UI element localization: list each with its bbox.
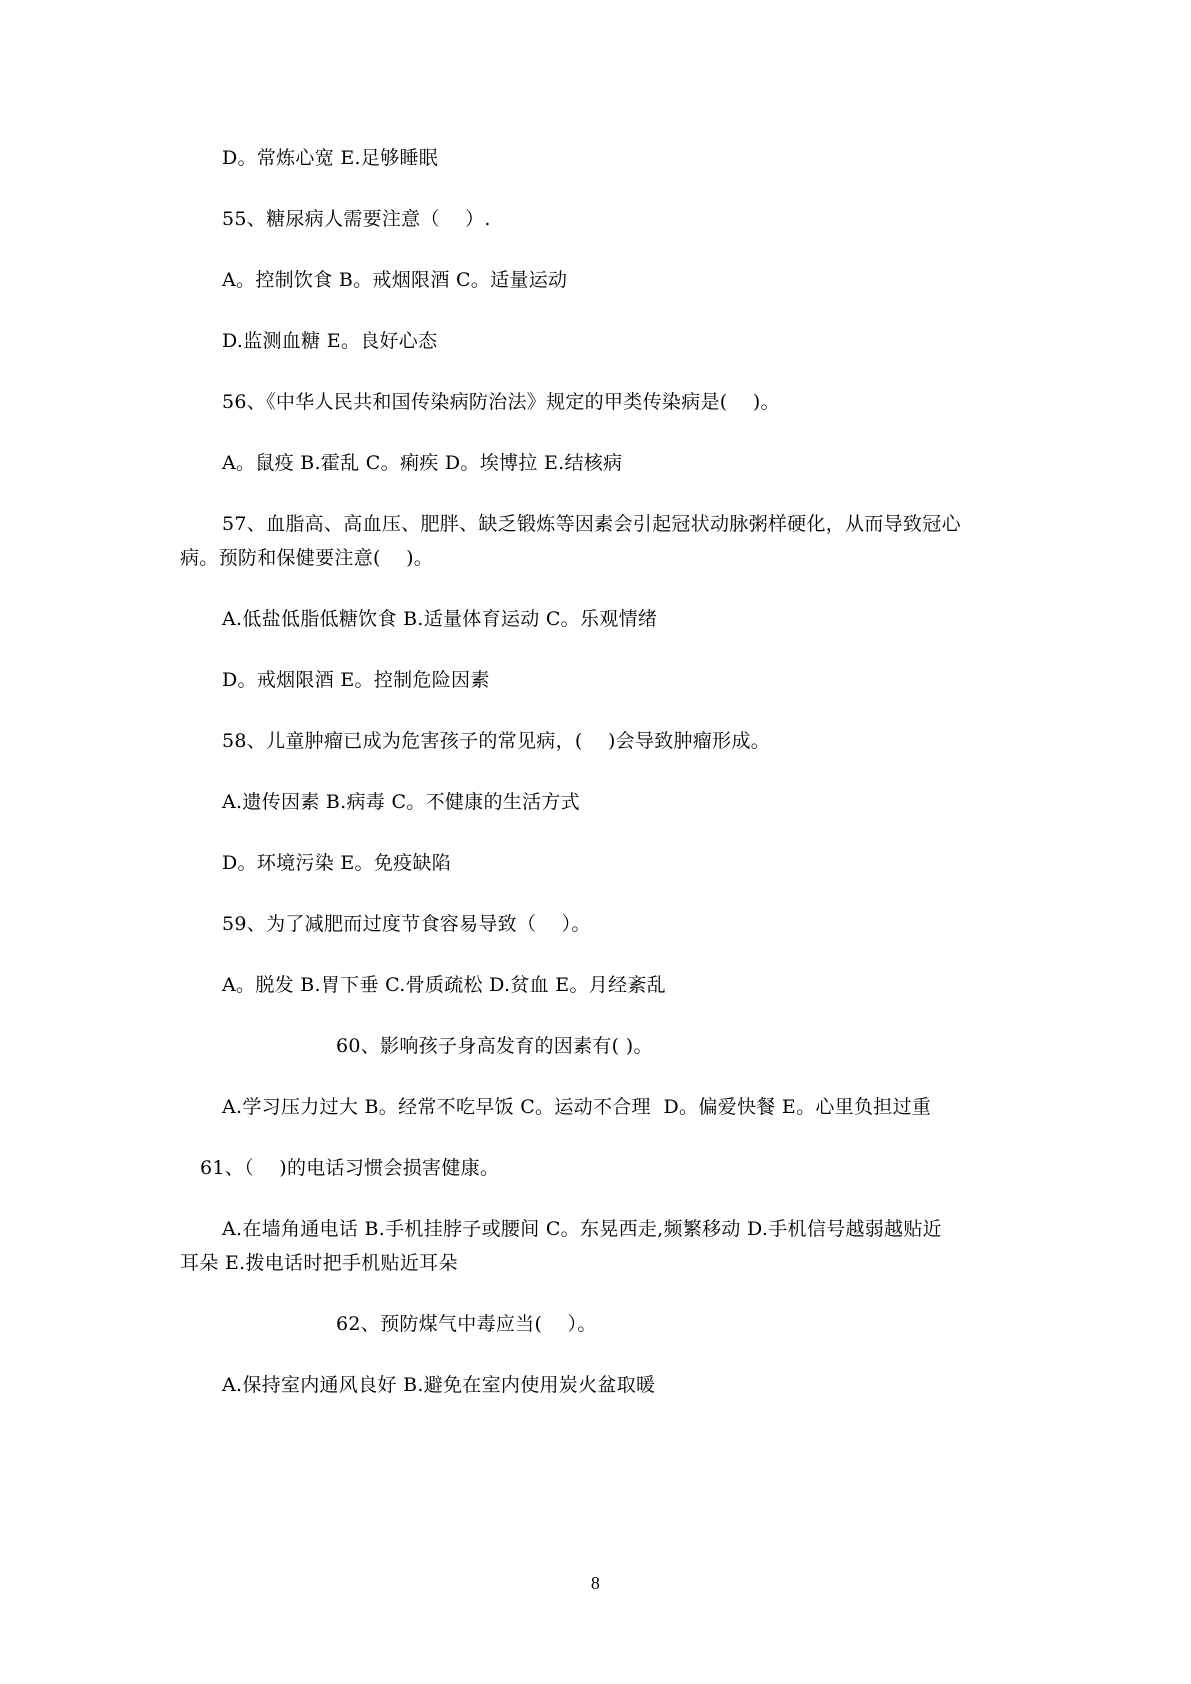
question-57-part2: 病。预防和保健要注意( )。 <box>180 547 434 569</box>
question-58: 58、儿童肿瘤已成为危害孩子的常见病，( )会导致肿瘤形成。 <box>222 730 771 752</box>
option-line-q58-de: D。环境污染 E。免疫缺陷 <box>222 852 452 874</box>
option-line-q59: A。脱发 B.胃下垂 C.骨质疏松 D.贫血 E。月经紊乱 <box>222 974 666 996</box>
question-56: 56、《中华人民共和国传染病防治法》规定的甲类传染病是( )。 <box>222 391 780 413</box>
option-line-q54-de: D。常炼心宽 E.足够睡眠 <box>222 147 439 169</box>
question-60: 60、影响孩子身高发育的因素有( )。 <box>336 1035 653 1057</box>
question-62: 62、预防煤气中毒应当( ）。 <box>336 1313 597 1335</box>
option-line-q56: A。鼠疫 B.霍乱 C。痢疾 D。埃博拉 E.结核病 <box>222 452 623 474</box>
option-line-q58-abc: A.遗传因素 B.病毒 C。不健康的生活方式 <box>222 791 580 813</box>
option-line-q55-abc: A。控制饮食 B。戒烟限酒 C。适量运动 <box>222 269 568 291</box>
question-57-part1: 57、血脂高、高血压、肥胖、缺乏锻炼等因素会引起冠状动脉粥样硬化，从而导致冠心 <box>222 513 961 535</box>
question-59: 59、为了减肥而过度节食容易导致（ ）。 <box>222 913 591 935</box>
option-line-q55-de: D.监测血糖 E。良好心态 <box>222 330 438 352</box>
page-number: 8 <box>590 1573 601 1593</box>
question-61: 61、（ )的电话习惯会损害健康。 <box>200 1157 500 1179</box>
option-line-q57-de: D。戒烟限酒 E。控制危险因素 <box>222 669 490 691</box>
option-line-q60: A.学习压力过大 B。经常不吃早饭 C。运动不合理 D。偏爱快餐 E。心里负担过重 <box>222 1096 932 1118</box>
question-55: 55、糖尿病人需要注意（ ）. <box>222 208 491 230</box>
option-line-q62: A.保持室内通风良好 B.避免在室内使用炭火盆取暖 <box>222 1374 656 1396</box>
option-line-q61-part2: 耳朵 E.拨电话时把手机贴近耳朵 <box>180 1252 458 1274</box>
option-line-q61-part1: A.在墙角通电话 B.手机挂脖子或腰间 C。东晃西走,频繁移动 D.手机信号越弱越贴近 <box>222 1218 942 1240</box>
option-line-q57-abc: A.低盐低脂低糖饮食 B.适量体育运动 C。乐观情绪 <box>222 608 658 630</box>
